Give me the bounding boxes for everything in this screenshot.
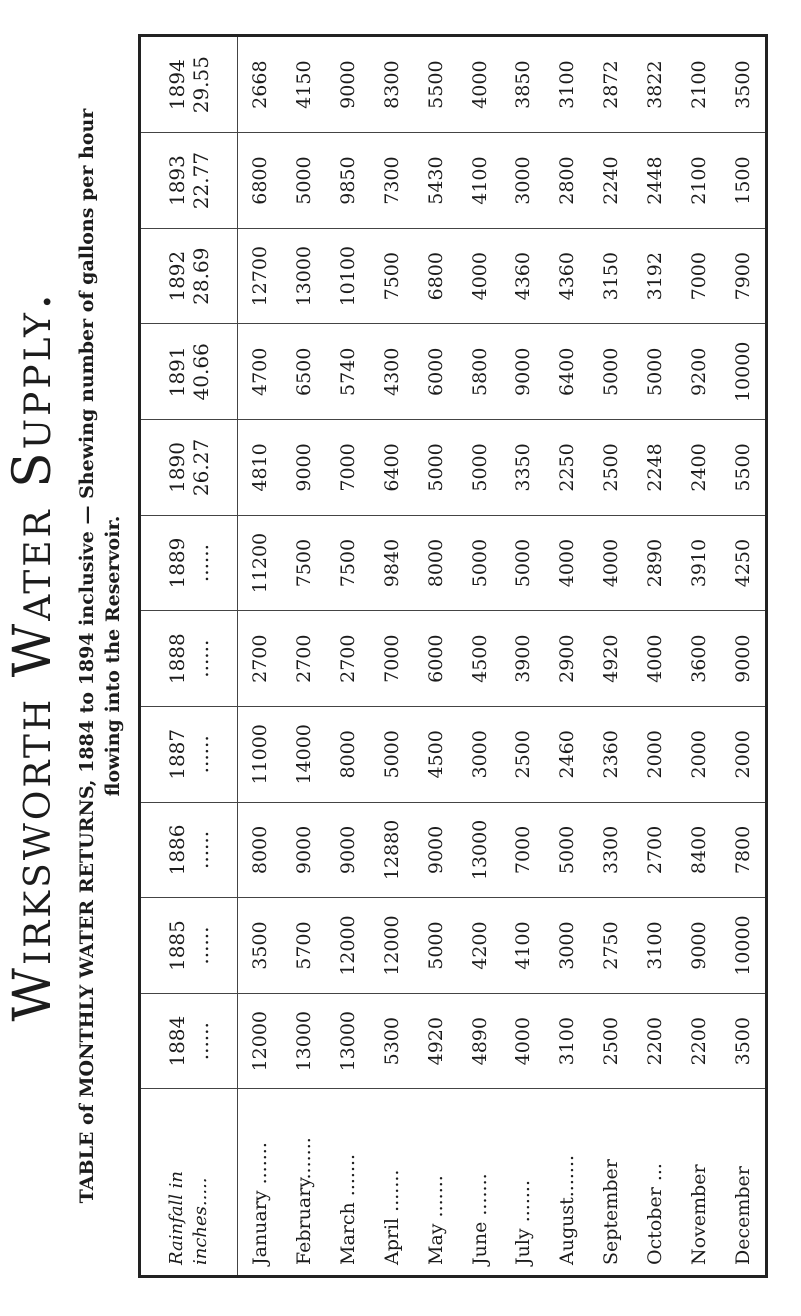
year-header-1886 xyxy=(141,802,238,898)
gallons-cell: 5000 xyxy=(458,420,502,516)
gallons-cell: 9000 xyxy=(502,324,546,420)
gallons-cell: 8000 xyxy=(238,802,282,898)
gallons-cell: 7300 xyxy=(370,133,414,229)
gallons-cell: 7000 xyxy=(677,228,721,324)
gallons-cell: 2100 xyxy=(677,37,721,133)
gallons-cell: 6800 xyxy=(238,133,282,229)
rainfall-value: ...... xyxy=(189,639,213,678)
month-label: April ....... xyxy=(380,1169,403,1265)
gallons-cell: 4000 xyxy=(589,515,633,611)
gallons-cell: 7500 xyxy=(370,228,414,324)
table-row xyxy=(589,37,633,1275)
gallons-cell: 4250 xyxy=(721,515,765,611)
gallons-cell: 3000 xyxy=(502,133,546,229)
gallons-cell: 4890 xyxy=(458,993,502,1089)
water-returns-table-frame xyxy=(138,34,768,1278)
gallons-cell: 5800 xyxy=(458,324,502,420)
gallons-cell: 5430 xyxy=(414,133,458,229)
gallons-cell: 2448 xyxy=(633,133,677,229)
gallons-cell: 9850 xyxy=(326,133,370,229)
table-row xyxy=(414,37,458,1275)
gallons-cell: 2700 xyxy=(282,611,326,707)
year-label: 1891 xyxy=(165,346,189,398)
gallons-cell: 14000 xyxy=(282,707,326,803)
gallons-cell: 9000 xyxy=(326,37,370,133)
gallons-cell: 12000 xyxy=(238,993,282,1089)
gallons-cell: 12880 xyxy=(370,802,414,898)
gallons-cell: 3000 xyxy=(458,707,502,803)
gallons-cell: 3300 xyxy=(589,802,633,898)
gallons-cell: 9000 xyxy=(282,802,326,898)
gallons-cell: 2700 xyxy=(633,802,677,898)
gallons-cell: 2240 xyxy=(589,133,633,229)
table-row xyxy=(633,37,677,1275)
gallons-cell: 3000 xyxy=(545,898,589,994)
gallons-cell: 3910 xyxy=(677,515,721,611)
gallons-cell: 7000 xyxy=(502,802,546,898)
rainfall-value: ...... xyxy=(189,830,213,870)
gallons-cell: 4920 xyxy=(589,611,633,707)
table-row xyxy=(677,37,721,1275)
gallons-cell: 2700 xyxy=(238,611,282,707)
year-header-1887 xyxy=(141,707,238,803)
gallons-cell: 3350 xyxy=(502,420,546,516)
table-row xyxy=(502,37,546,1275)
table-row xyxy=(370,37,414,1275)
gallons-cell: 6400 xyxy=(545,324,589,420)
gallons-cell: 5000 xyxy=(414,420,458,516)
gallons-cell: 2400 xyxy=(677,420,721,516)
gallons-cell: 7900 xyxy=(721,228,765,324)
gallons-cell: 4150 xyxy=(282,37,326,133)
gallons-cell: 6000 xyxy=(414,611,458,707)
gallons-cell: 2668 xyxy=(238,37,282,133)
year-label: 1884 xyxy=(165,1015,189,1067)
gallons-cell: 4000 xyxy=(502,993,546,1089)
gallons-cell: 2000 xyxy=(721,707,765,803)
gallons-cell: 2750 xyxy=(589,898,633,994)
gallons-cell: 5000 xyxy=(633,324,677,420)
gallons-cell: 2000 xyxy=(633,707,677,803)
gallons-cell: 8400 xyxy=(677,802,721,898)
gallons-cell: 5000 xyxy=(589,324,633,420)
year-label: 1892 xyxy=(165,250,189,302)
gallons-cell: 5000 xyxy=(545,802,589,898)
rainfall-value: 28.69 xyxy=(189,247,213,305)
month-label: January ....... xyxy=(248,1142,271,1265)
gallons-cell: 5740 xyxy=(326,324,370,420)
gallons-cell: 4500 xyxy=(458,611,502,707)
rainfall-value: ...... xyxy=(189,1022,213,1061)
year-header-1888 xyxy=(141,611,238,707)
gallons-cell: 3100 xyxy=(633,898,677,994)
table-row xyxy=(238,37,282,1275)
gallons-cell: 3500 xyxy=(721,993,765,1089)
year-header-1891 xyxy=(141,324,238,420)
gallons-cell: 2360 xyxy=(589,707,633,803)
year-header-1885 xyxy=(141,898,238,994)
gallons-cell: 3150 xyxy=(589,228,633,324)
gallons-cell: 3100 xyxy=(545,993,589,1089)
gallons-cell: 2460 xyxy=(545,707,589,803)
gallons-cell: 13000 xyxy=(458,802,502,898)
gallons-cell: 2250 xyxy=(545,420,589,516)
table-body xyxy=(238,37,766,1275)
gallons-cell: 7500 xyxy=(326,515,370,611)
gallons-cell: 6500 xyxy=(282,324,326,420)
gallons-cell: 4920 xyxy=(414,993,458,1089)
gallons-cell: 13000 xyxy=(282,993,326,1089)
month-label: November xyxy=(688,1164,711,1265)
table-row xyxy=(545,37,589,1275)
table-row xyxy=(458,37,502,1275)
gallons-cell: 9000 xyxy=(677,898,721,994)
gallons-cell: 5000 xyxy=(282,133,326,229)
gallons-cell: 2872 xyxy=(589,37,633,133)
gallons-cell: 7500 xyxy=(282,515,326,611)
gallons-cell: 11200 xyxy=(238,515,282,611)
rainfall-value: 29.55 xyxy=(189,56,213,114)
month-label: February....... xyxy=(292,1137,315,1265)
gallons-cell: 3500 xyxy=(238,898,282,994)
gallons-cell: 3500 xyxy=(721,37,765,133)
year-label: 1889 xyxy=(165,537,189,589)
gallons-cell: 4360 xyxy=(502,228,546,324)
table-subtitle xyxy=(74,26,126,1286)
rainfall-value: 26.27 xyxy=(189,438,213,497)
gallons-cell: 13000 xyxy=(326,993,370,1089)
table-row xyxy=(282,37,326,1275)
gallons-cell: 10000 xyxy=(721,324,765,420)
gallons-cell: 8000 xyxy=(326,707,370,803)
table-row xyxy=(326,37,370,1275)
gallons-cell: 2200 xyxy=(677,993,721,1089)
gallons-cell: 2200 xyxy=(633,993,677,1089)
gallons-cell: 2700 xyxy=(326,611,370,707)
year-header-1890 xyxy=(141,420,238,516)
gallons-cell: 5000 xyxy=(414,898,458,994)
gallons-cell: 9840 xyxy=(370,515,414,611)
rainfall-value: ...... xyxy=(189,926,213,965)
year-header-1894 xyxy=(141,37,238,133)
gallons-cell: 3822 xyxy=(633,37,677,133)
year-label: 1886 xyxy=(165,824,189,876)
subtitle-line-2: flowing into the Reservoir. xyxy=(102,515,124,797)
gallons-cell: 4100 xyxy=(458,133,502,229)
gallons-cell: 5500 xyxy=(414,37,458,133)
rainfall-value: ...... xyxy=(189,735,213,774)
gallons-cell: 9200 xyxy=(677,324,721,420)
gallons-cell: 2500 xyxy=(589,420,633,516)
gallons-cell: 9000 xyxy=(414,802,458,898)
gallons-cell: 5500 xyxy=(721,420,765,516)
gallons-cell: 10000 xyxy=(721,898,765,994)
gallons-cell: 9000 xyxy=(721,611,765,707)
month-label: December xyxy=(732,1166,755,1265)
gallons-cell: 3100 xyxy=(545,37,589,133)
gallons-cell: 5700 xyxy=(282,898,326,994)
gallons-cell: 4200 xyxy=(458,898,502,994)
month-label: March ....... xyxy=(336,1153,359,1265)
gallons-cell: 12000 xyxy=(326,898,370,994)
gallons-cell: 12000 xyxy=(370,898,414,994)
subtitle-line-1: TABLE of MONTHLY WATER RETURNS, 1884 to 1894 inclusive — Shewing number of gallons per hour xyxy=(76,108,98,1204)
gallons-cell: 4810 xyxy=(238,420,282,516)
gallons-cell: 2800 xyxy=(545,133,589,229)
year-label: 1885 xyxy=(165,920,189,972)
gallons-cell: 7800 xyxy=(721,802,765,898)
gallons-cell: 10100 xyxy=(326,228,370,324)
month-label: June ....... xyxy=(468,1173,491,1265)
gallons-cell: 3850 xyxy=(502,37,546,133)
year-label: 1893 xyxy=(165,155,189,207)
gallons-cell: 4000 xyxy=(545,515,589,611)
gallons-cell: 4700 xyxy=(238,324,282,420)
gallons-cell: 4100 xyxy=(502,898,546,994)
gallons-cell: 2500 xyxy=(589,993,633,1089)
gallons-cell: 9000 xyxy=(282,420,326,516)
year-header-1892 xyxy=(141,228,238,324)
month-label: May ....... xyxy=(424,1175,447,1265)
month-label: October ... xyxy=(644,1163,667,1265)
page-title: Wirksworth Water Supply. xyxy=(3,290,63,1022)
month-label: August....... xyxy=(556,1154,579,1265)
gallons-cell: 11000 xyxy=(238,707,282,803)
rainfall-value: ...... xyxy=(189,543,213,583)
rainfall-label-cell xyxy=(141,1089,238,1275)
gallons-cell: 6800 xyxy=(414,228,458,324)
gallons-cell: 2000 xyxy=(677,707,721,803)
gallons-cell: 2100 xyxy=(677,133,721,229)
rainfall-label: Rainfall in inches..... xyxy=(166,1170,211,1265)
gallons-cell: 2900 xyxy=(545,611,589,707)
year-header-1884 xyxy=(141,993,238,1089)
gallons-cell: 1500 xyxy=(721,133,765,229)
month-label: July ....... xyxy=(512,1180,535,1265)
year-label: 1890 xyxy=(165,441,189,493)
header-row xyxy=(141,37,238,1275)
rainfall-value: 22.77 xyxy=(189,151,213,210)
year-header-1893 xyxy=(141,133,238,229)
gallons-cell: 8000 xyxy=(414,515,458,611)
gallons-cell: 8300 xyxy=(370,37,414,133)
gallons-cell: 5000 xyxy=(502,515,546,611)
gallons-cell: 2890 xyxy=(633,515,677,611)
gallons-cell: 5000 xyxy=(370,707,414,803)
gallons-cell: 12700 xyxy=(238,228,282,324)
gallons-cell: 4000 xyxy=(458,228,502,324)
gallons-cell: 6400 xyxy=(370,420,414,516)
gallons-cell: 9000 xyxy=(326,802,370,898)
gallons-cell: 4500 xyxy=(414,707,458,803)
gallons-cell: 4000 xyxy=(458,37,502,133)
gallons-cell: 5300 xyxy=(370,993,414,1089)
gallons-cell: 4360 xyxy=(545,228,589,324)
gallons-cell: 4000 xyxy=(633,611,677,707)
water-returns-table xyxy=(141,37,765,1275)
gallons-cell: 6000 xyxy=(414,324,458,420)
gallons-cell: 2248 xyxy=(633,420,677,516)
month-label: September xyxy=(600,1159,623,1265)
gallons-cell: 2500 xyxy=(502,707,546,803)
gallons-cell: 5000 xyxy=(458,515,502,611)
gallons-cell: 4300 xyxy=(370,324,414,420)
gallons-cell: 3192 xyxy=(633,228,677,324)
gallons-cell: 3600 xyxy=(677,611,721,707)
gallons-cell: 7000 xyxy=(370,611,414,707)
year-label: 1888 xyxy=(165,633,189,685)
year-label: 1887 xyxy=(165,728,189,780)
year-header-1889 xyxy=(141,515,238,611)
gallons-cell: 3900 xyxy=(502,611,546,707)
gallons-cell: 7000 xyxy=(326,420,370,516)
gallons-cell: 13000 xyxy=(282,228,326,324)
rainfall-value: 40.66 xyxy=(189,343,213,401)
year-label: 1894 xyxy=(165,59,189,111)
table-row xyxy=(721,37,765,1275)
